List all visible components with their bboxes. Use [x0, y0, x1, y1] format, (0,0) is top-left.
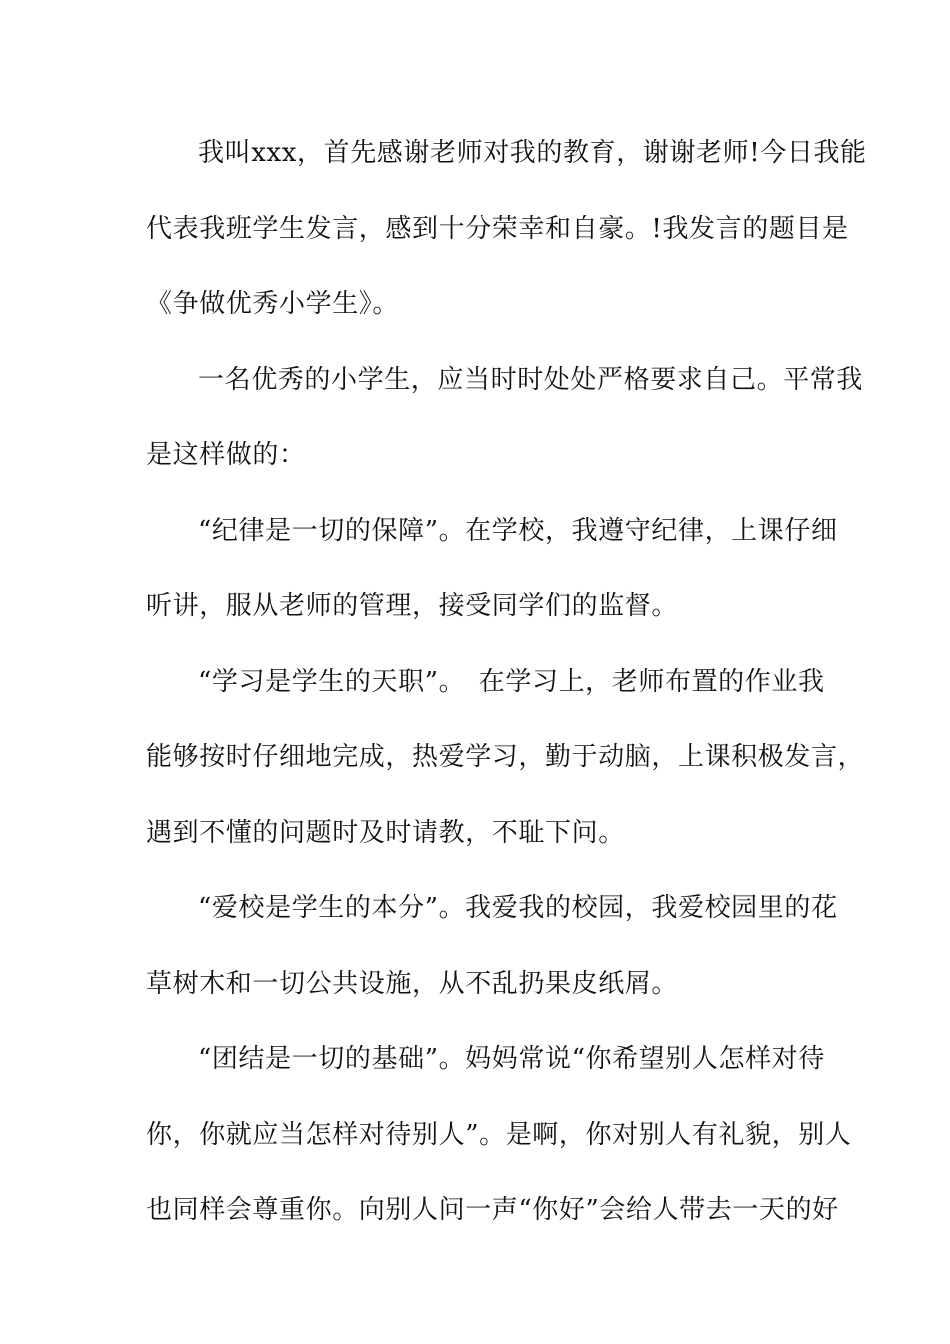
paragraph-study — [146, 645, 865, 872]
text-line: “爱校是学生的本分”。我爱我的校园，我爱校园里的花 — [198, 893, 838, 923]
document-body — [146, 116, 867, 1249]
text-line: 草树木和一切公共设施，从不乱扔果皮纸屑。 — [146, 968, 679, 999]
text-line: “纪律是一切的保障”。在学校，我遵守纪律，上课仔细 — [198, 515, 838, 546]
text-line: 听讲，服从老师的管理，接受同学们的监督。 — [146, 591, 679, 621]
text-line: 我叫xxx，首先感谢老师对我的教育，谢谢老师!今日我能 — [198, 138, 867, 168]
paragraph-school-love — [146, 871, 838, 1022]
text-line: 也同样会尊重你。向别人问一声“你好”会给人带去一天的好 — [146, 1195, 839, 1225]
text-line: 代表我班学生发言，感到十分荣幸和自豪。!我发言的题目是 — [146, 213, 849, 244]
text-line: “学习是学生的天职”。 在学习上，老师布置的作业我 — [198, 666, 825, 697]
text-line: 能够按时仔细地完成，热爱学习，勤于动脑，上课积极发言， — [146, 742, 865, 772]
text-line: 一名优秀的小学生，应当时时处处严格要求自己。平常我 — [198, 364, 864, 395]
text-line: 你，你就应当怎样对待别人”。是啊，你对别人有礼貌，别人 — [146, 1119, 852, 1150]
paragraph-unity — [146, 1022, 852, 1249]
paragraph-requirements — [146, 343, 864, 494]
paragraph-intro — [146, 116, 867, 343]
text-line: 是这样做的： — [146, 440, 306, 470]
text-line: “团结是一切的基础”。妈妈常说“你希望别人怎样对待 — [198, 1044, 825, 1074]
text-line: 遇到不懂的问题时及时请教，不耻下问。 — [146, 817, 625, 848]
paragraph-discipline — [146, 494, 838, 645]
text-line: 《争做优秀小学生》。 — [146, 289, 400, 319]
